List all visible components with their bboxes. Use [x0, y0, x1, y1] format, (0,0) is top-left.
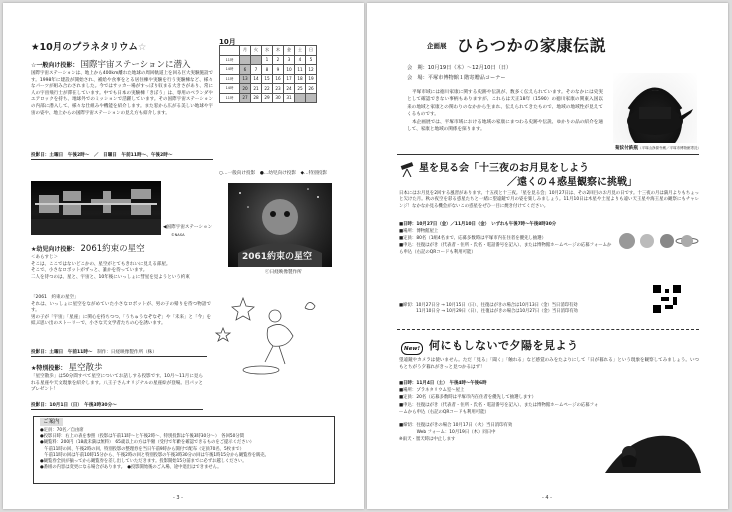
calendar-day: 7 — [251, 65, 262, 75]
section-divider — [397, 154, 699, 155]
calendar-week-row — [220, 55, 317, 65]
calendar-day: 16 — [273, 74, 284, 84]
sunset-title: 何にもしないで夕陽を見よう — [429, 339, 579, 352]
movie-still — [228, 183, 332, 267]
calendar-header: 日 — [306, 46, 317, 56]
calendar-day — [240, 55, 251, 65]
calendar-header: 火 — [251, 46, 262, 56]
calendar-week-row — [220, 65, 317, 75]
page-title: ★10月のプラネタリウム☆ — [31, 42, 147, 53]
stargazing-details — [399, 221, 614, 256]
calendar-header: 土 — [295, 46, 306, 56]
calendar-day: 29 — [262, 93, 273, 103]
star-bullet-icon: ★ — [31, 246, 37, 253]
calendar-day: 14 — [251, 74, 262, 84]
kids-schedule-text: 投影日：土曜日 午前11時～ — [31, 350, 93, 355]
calendar-day: 12 — [306, 65, 317, 75]
star-bullet-icon: ★ — [31, 365, 37, 372]
sunset-capacity: ■定員：20名（応募多数時は平塚市内在住者を優先して抽選します） — [399, 395, 537, 401]
qr-code[interactable] — [653, 285, 681, 313]
special-section-heading: ★特別投影： 星空散歩 — [31, 363, 103, 373]
page-number: - 3 - — [173, 495, 183, 501]
calendar-day: 10 — [284, 65, 295, 75]
calendar-time-label: 14時 — [220, 65, 240, 75]
info-line: 午前11時の回、午後2時の回、特別投影の整理券を当日午前9時から開付で配布（定員70名、5枚まで） — [40, 446, 244, 452]
stargazing-intro: 日本にはお月見を2回する風習があります。十五夜と十三夜。「星を見る会」10月27日は、その2回目のお月見の日です。十三夜の月は満月よりもちょっと欠けた月。秋の夜空を彩る惑星たちと一緒に望遠鏡で月の姿を楽しみましょう。11月10日は木星や土星よりも遠い天王星や海王星の観察にもチャレンジ！なかなか見る機会がないこの惑星をぜひ一目に焼き付けてください。 — [399, 191, 699, 209]
info-line: ●観覧料：200円（18歳未満は無料） 65歳以上の方は半額（受付で年齢を確認できるものをご提示ください） — [40, 440, 255, 446]
stargazing-deadlines — [399, 303, 649, 316]
calendar-header: 金 — [284, 46, 295, 56]
info-line: ●定員：70名／自由席 — [40, 428, 84, 433]
info-line: 午前11時の回は午前10時15分から、午後2時の回と特別投影の午後3時30分の回は午後1時15分から観覧券を販売。 — [40, 452, 269, 458]
exhibition-paragraph: 本企画展では、平塚市域における地域の家康にまつわる史跡や伝説、ゆかりの品の紹介を通して、家康と地域の関係を探ります。 — [407, 119, 603, 133]
calendar-day: 24 — [284, 84, 295, 94]
calendar-day: 25 — [295, 84, 306, 94]
iss-caption: ◀国際宇宙ステーション — [163, 225, 213, 230]
calendar-week-row — [220, 93, 317, 103]
calendar-day: 6 — [240, 65, 251, 75]
calendar-day: 23 — [273, 84, 284, 94]
calendar-day: 27 — [240, 93, 251, 103]
info-line: ●番組の内容は変更になる場合があります。 ●投影開始後のご入場、途中退出はできません。 — [40, 465, 222, 471]
star-bullet-icon: ☆ — [31, 62, 37, 69]
calendar-day — [251, 55, 262, 65]
left-page — [3, 3, 364, 509]
sunset-body: 望遠鏡やカメラは使いません。ただ「見る」「聞く」「触れる」など感覚のみをたよりにして「日が暮れる」という現象を観察してみましょう。いつもとちがう夕暮れがきっと見つかるはず！ — [399, 358, 699, 370]
calendar-day: 30 — [273, 93, 284, 103]
general-section-heading: ☆一般向け投影： 国際宇宙ステーションに潜入 — [31, 60, 191, 70]
calendar-day: 3 — [284, 55, 295, 65]
calendar-day: 31 — [284, 93, 295, 103]
star-icon: ★ — [31, 42, 40, 53]
iss-credit: ©NASA — [171, 233, 185, 237]
kettle-caption — [615, 145, 701, 152]
sunset-apply: ■申込：往復はがき（代表者・住所・氏名・電話番号を記入）、または博物館ホームページの応募フォームから申込（右記のQRコードも利用可能） — [399, 402, 599, 415]
kids-schedule — [31, 350, 207, 357]
calendar-day: 15 — [262, 74, 273, 84]
calendar-day — [306, 93, 317, 103]
calendar-time-label: 14時 — [220, 84, 240, 94]
calendar-day: 2 — [273, 55, 284, 65]
calendar-time-label: 11時 — [220, 55, 240, 65]
special-schedule: 投影日：10月1日（日） 午後3時30分～ — [31, 403, 203, 410]
exhibition-body — [407, 89, 603, 133]
general-section-title: 国際宇宙ステーションに潜入 — [80, 60, 191, 70]
calendar-header-row — [220, 46, 317, 56]
exhibition-paragraph: 平塚市域には徳川家康に関する史跡や伝説が、数多く伝えられています。そのなかには史実として確認できない事柄もありますが、これらは天正18年（1590）の徳川家康の関東入国以来の地域と家康との関わりのなかから生まれ、伝えられてきたもので、地域の地域性が見えてくるものです。 — [407, 90, 603, 118]
synopsis-line: そこは、ここではないどこかの、星空がとてもきれいに見える部屋。 — [31, 261, 171, 267]
stargazing-date: ■日時：10月27日（金）／11月10日（金） いずれも午後7時～午後8時30分 — [399, 222, 557, 227]
description-line: 男の子が「宇宙」「星座」に関心を持ちつつ、「うちゅうなぞなぞ」や「未来」と「今」を結ぶ思い出のストーリーで、小さな天文学者たちの心を誘います。 — [31, 314, 211, 327]
calendar-time-label: 11時 — [220, 74, 240, 84]
calendar-day: 11 — [295, 65, 306, 75]
synopsis-line: そこで、小さなロボットがずっと、誰かを待っています。 — [31, 268, 148, 274]
calendar-day: 4 — [295, 55, 306, 65]
kids-description — [31, 295, 211, 328]
sunset-date: ■日時：11月4日（土） 午後4時～午後6時 — [399, 381, 487, 386]
bunny-drawing — [213, 288, 333, 378]
stargazing-venue: ■場所：博物館屋上 — [399, 229, 439, 234]
section-divider — [397, 329, 699, 330]
special-section-title: 星空散歩 — [68, 363, 103, 373]
calendar-day: 26 — [306, 84, 317, 94]
info-line: ●投影日時：右上の表を参照（投影は午前11時～と午後2時～、特別投影は午後3時30分～） 各回50分間 — [40, 434, 244, 440]
synopsis-label: ＜あらすじ＞ — [31, 255, 58, 260]
exhibition-venue: 会 場：平塚市博物館１階寄贈品コーナー — [407, 75, 506, 81]
exhibition-title: ひらつかの家康伝説 — [457, 36, 607, 55]
stargazing-deadline: ■締切：10月27日分 → 10月15日（日）、往復はがきの場合は10月13日（金）当日消印有効 — [399, 303, 578, 308]
telescope-icon — [399, 161, 417, 181]
calendar-day: 19 — [306, 74, 317, 84]
stargazing-deadline: 11月10日分 → 10月29日（日）、往復はがきの場合は10月27日（金）当日消印有効 — [399, 309, 578, 315]
calendar-day: 17 — [284, 74, 295, 84]
info-box-body — [40, 428, 330, 471]
special-section-body: 「星空散歩」は50分間すべて星空についてお話しする投影です。10月～11月に見られる星座や天文現象を紹介します。八王子さんオリジナルの星座絵が登場。目パッとプレゼント！ — [31, 374, 203, 393]
kids-section-title: 2061約束の星空 — [80, 244, 145, 254]
program-name: 「2061 約束の星空」 — [31, 295, 79, 300]
production-credit: 制作：日経映像製作所（株） — [97, 350, 157, 355]
kettle-photo — [613, 73, 697, 143]
movie-logo: 2061約束の星空 — [242, 252, 313, 262]
new-badge: New! — [401, 342, 423, 355]
kids-synopsis — [31, 255, 236, 281]
sunset-rain-note: ※雨天・曇天時は中止します — [399, 437, 456, 443]
synopsis-line: 二人を待つのは、星と、宇宙と、10年後にいっしょに彗星を見ようという約束 — [31, 274, 190, 280]
calendar-day: 5 — [306, 55, 317, 65]
calendar-day — [295, 93, 306, 103]
exhibition-label: 企画展 — [427, 42, 447, 50]
info-line: ●観覧券全員が揃ってから観覧券を差し出していただきます。投影開始15分前までに必ずお越しください。 — [40, 459, 247, 465]
info-box — [33, 416, 335, 484]
exhibition-period: 会 期：10月19日（木）～12月10日（日） — [407, 65, 512, 71]
calendar-day: 9 — [273, 65, 284, 75]
general-section-body: 国際宇宙ステーションは、地上から400km離れた地球の周回軌道上を回る巨大実験施設です。1998年に建設が開始され、補給や食事をとる居住棟や実験を行う実験棟など、様々なパーツが組み合わされました。今ではサッカー場がすっぽり収まる大きさがあり、常に人の宇宙飛行士が滞在しています。中でも日本の実験棟「きぼう」は、専用のベランダやエアロックを持ち、地球外でのミッションで活躍しています。その国際宇宙ステーションの内部に潜入して、様々な仕組みや機能を紹介します。また窓から広がる美しい地球や宇宙の姿や、地上からの国際宇宙ステーションの見え方も紹介します。 — [31, 71, 213, 116]
calendar-title: 10月 — [219, 38, 236, 46]
calendar-header: 木 — [273, 46, 284, 56]
right-page — [367, 3, 728, 509]
calendar-header: 月 — [240, 46, 251, 56]
sunset-illustration — [605, 423, 701, 473]
calendar-week-row — [220, 74, 317, 84]
calendar-time-label: 11時 — [220, 93, 240, 103]
sunset-deadline: ■締切：往復はがきの場合 10月17日（火）当日消印有効 — [399, 423, 513, 429]
calendar-corner — [220, 46, 240, 56]
calendar-header: 水 — [262, 46, 273, 56]
kids-section-heading: ★幼児向け投影： 2061約束の星空 — [31, 244, 145, 254]
calendar-day: 18 — [295, 74, 306, 84]
sunset-web-deadline: Web フォーム：10月19日（木）同日中 — [399, 430, 496, 436]
star-outline-icon: ☆ — [137, 42, 147, 53]
calendar-day: 1 — [262, 55, 273, 65]
iss-silhouette — [31, 181, 161, 235]
calendar-table — [219, 45, 317, 103]
stargazing-illustration — [213, 288, 333, 378]
kettle-caption-note: （平塚山浄源寺蔵／平塚市博物館寄託） — [637, 146, 701, 150]
kettle-caption-name: 菊紋付鉄瓶 — [615, 146, 638, 151]
iss-photo — [31, 181, 161, 235]
info-box-tag: ご案内 — [40, 418, 63, 426]
calendar-day: 22 — [262, 84, 273, 94]
calendar-day: 13 — [240, 74, 251, 84]
general-schedule: 投影日：土曜日 午後2時～ ／ 日曜日 午前11時～、午後2時～ — [31, 153, 213, 160]
stargazing-title-line2: ／遠くの４惑星観察に挑戦」 — [507, 177, 637, 188]
calendar-day: 20 — [240, 84, 251, 94]
calendar-day: 21 — [251, 84, 262, 94]
page-number: - 4 - — [542, 495, 552, 501]
movie-still-caption: ⓒ日経映像製作所 — [265, 270, 302, 275]
stargazing-title-line1: 星を見る会「十三夜のお月見をしよう — [419, 163, 589, 174]
sunset-venue: ■場所：プラネタリウム室～屋上 — [399, 388, 465, 394]
calendar-day: 28 — [251, 93, 262, 103]
calendar-week-row — [220, 84, 317, 94]
stargazing-apply: ■申込：往復はがき（代表者・住所・氏名・電話番号を記入）、または博物館ホームページの応募フォームから申込（右記のQRコードも利用可能） — [399, 243, 612, 255]
calendar-day: 8 — [262, 65, 273, 75]
description-line: それは、いっしょに星空をながめていた小さなロボットが、男の子の帰りを待つ物語です。 — [31, 301, 211, 314]
planets-illustration — [617, 229, 699, 251]
kettle-illustration — [613, 73, 697, 143]
calendar-legend: ○…一般向け投影 ●…幼児向け投影 ◆…特別投影 — [219, 171, 328, 176]
stargazing-capacity: ■定員：80名（1組4名まで、応募多数時は平塚市内在住者を優先し抽選） — [399, 236, 546, 241]
